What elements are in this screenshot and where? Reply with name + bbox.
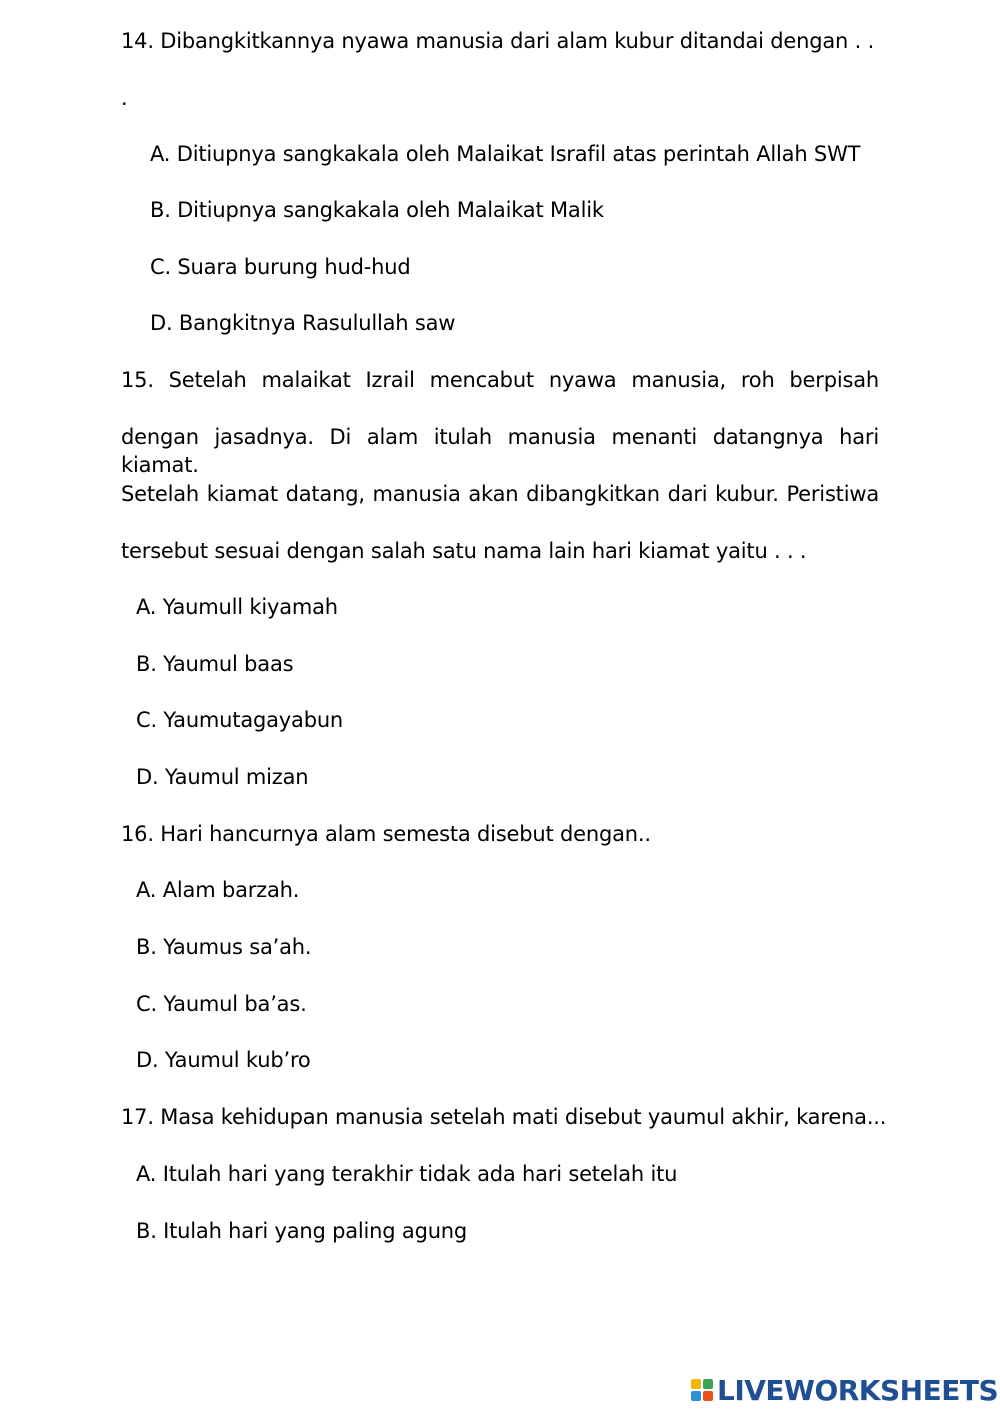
question-16-option-c: C. Yaumul ba’as. <box>136 992 307 1016</box>
question-15-option-c: C. Yaumutagayabun <box>136 708 344 732</box>
question-15-text-line-3: Setelah kiamat datang, manusia akan dibangkitkan dari kubur. Peristiwa <box>121 482 879 506</box>
question-17-option-b: B. Itulah hari yang paling agung <box>136 1219 468 1243</box>
question-15-text-line-1: 15. Setelah malaikat Izrail mencabut nyawa manusia, roh berpisah <box>121 368 879 392</box>
liveworksheets-logo-icon <box>691 1379 713 1401</box>
question-15-option-b: B. Yaumul baas <box>136 652 294 676</box>
question-16-option-b: B. Yaumus sa’ah. <box>136 935 312 959</box>
question-15-text-line-4: tersebut sesuai dengan salah satu nama lain hari kiamat yaitu . . . <box>121 539 807 563</box>
question-16-text: 16. Hari hancurnya alam semesta disebut dengan.. <box>121 822 651 846</box>
question-14-text-continuation: . <box>121 86 128 110</box>
question-17-text: 17. Masa kehidupan manusia setelah mati disebut yaumul akhir, karena... <box>121 1105 887 1129</box>
question-14-text: 14. Dibangkitkannya nyawa manusia dari alam kubur ditandai dengan . . <box>121 29 875 53</box>
liveworksheets-logo <box>691 1372 998 1408</box>
logo-square-2 <box>703 1379 713 1389</box>
question-14-option-d: D. Bangkitnya Rasulullah saw <box>150 311 456 335</box>
question-15-option-d: D. Yaumul mizan <box>136 765 309 789</box>
logo-square-1 <box>691 1379 701 1389</box>
question-14-option-a: A. Ditiupnya sangkakala oleh Malaikat Israfil atas perintah Allah SWT <box>150 142 861 166</box>
question-16-option-d: D. Yaumul kub’ro <box>136 1048 311 1072</box>
logo-square-4 <box>703 1391 713 1401</box>
question-14-option-b: B. Ditiupnya sangkakala oleh Malaikat Malik <box>150 198 604 222</box>
logo-square-3 <box>691 1391 701 1401</box>
question-15-text-line-2: dengan jasadnya. Di alam itulah manusia menanti datangnya hari kiamat. <box>121 425 879 477</box>
liveworksheets-logo-text: LIVEWORKSHEETS <box>717 1373 999 1407</box>
question-17-option-a: A. Itulah hari yang terakhir tidak ada hari setelah itu <box>136 1162 678 1186</box>
question-15-option-a: A. Yaumull kiyamah <box>136 595 338 619</box>
question-16-option-a: A. Alam barzah. <box>136 878 300 902</box>
question-14-option-c: C. Suara burung hud-hud <box>150 255 411 279</box>
